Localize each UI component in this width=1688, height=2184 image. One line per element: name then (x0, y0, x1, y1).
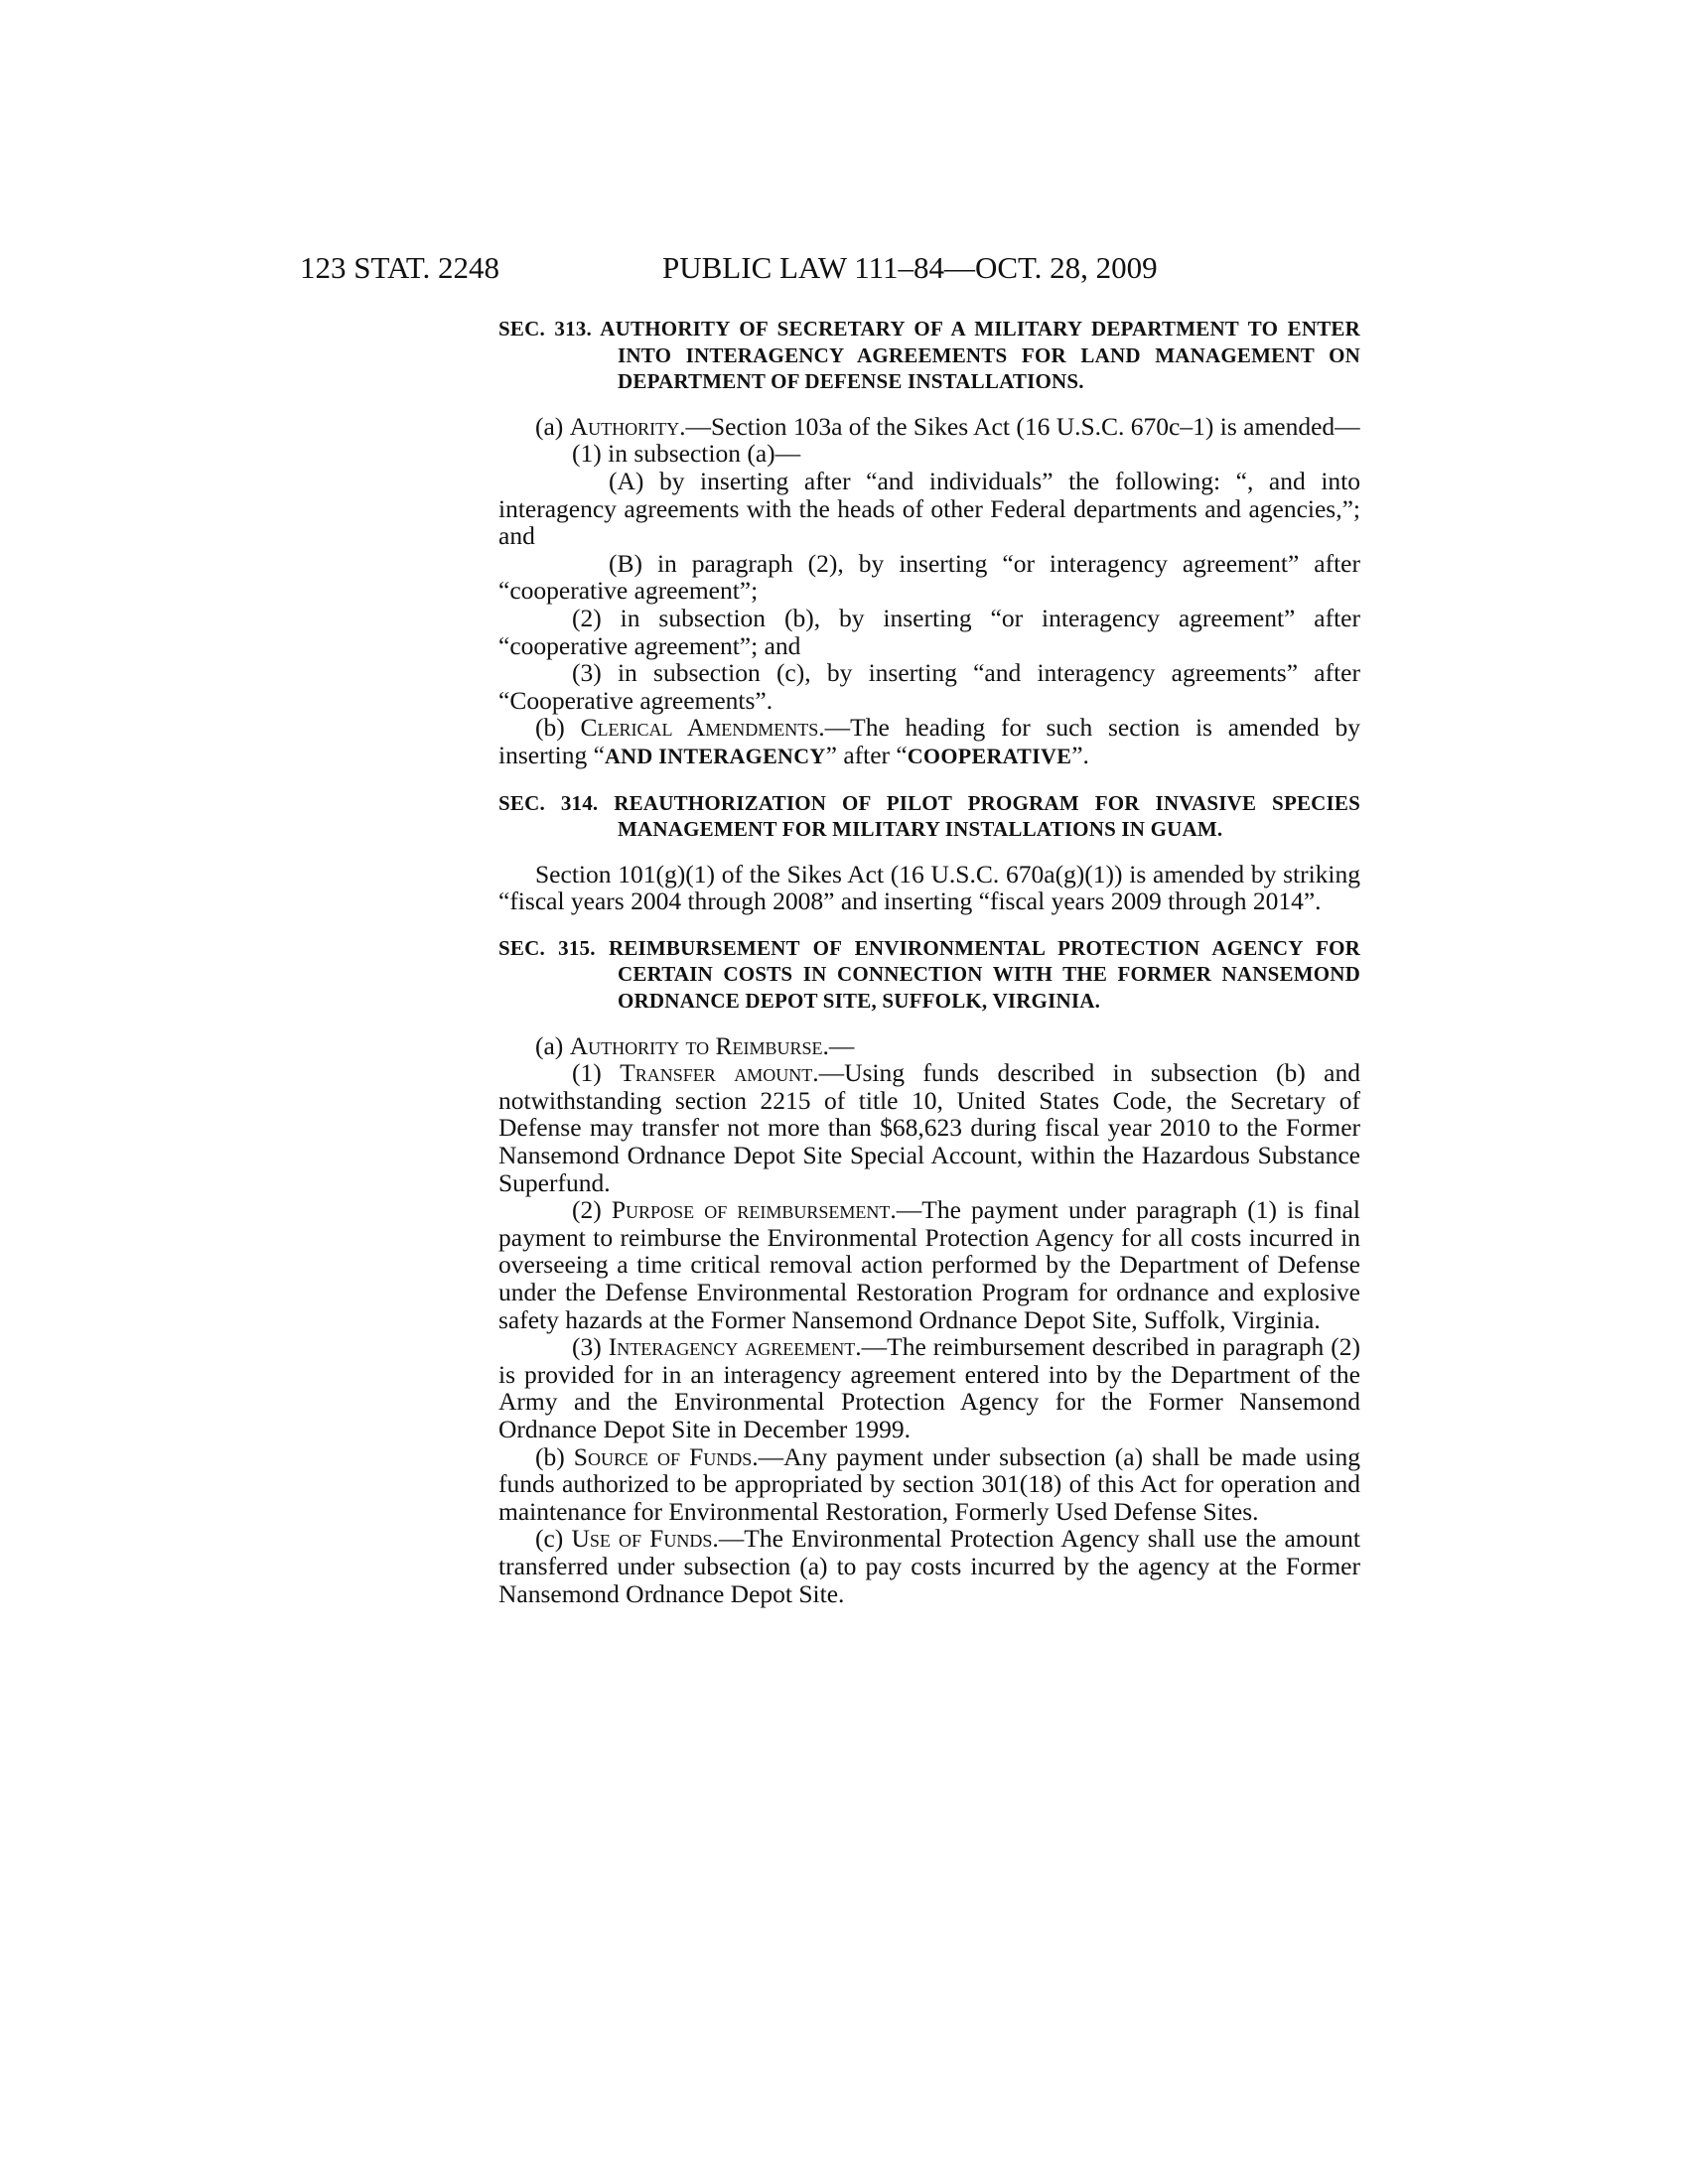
sec313-subparagraph-B: (B) in paragraph (2), by inserting “or interagency agreement” after “cooperative agreement”; (498, 548, 1360, 606)
sec315-paragraph-2: (2) Purpose of reimbursement.—The payment under paragraph (1) is final payment to reimburse the Environmental Protection Agency for all costs incurred in overseeing a time critical removal action performed by the Department of Defense under the Defense Environmental Restoration Program for ordnance and explosive safety hazards at the Former Nansemond Ordnance Depot Site, Suffolk, Virginia. (498, 1195, 1360, 1334)
sec315-paragraph-3: (3) Interagency agreement.—The reimbursement described in paragraph (2) is provided for in an interagency agreement entered into by the Department of the Army and the Environmental Protection Agency for the Former Nansemond Ordnance Depot Site in December 1999. (498, 1332, 1360, 1443)
sec315-subsection-b: (b) Source of Funds.—Any payment under subsection (a) shall be made using funds authorized to be appropriated by section 301(18) of this Act for operation and maintenance for Environmental Restoration, Formerly Used Defense Sites. (498, 1441, 1361, 1526)
sec315-subsection-a: (a) Authority to Reimburse.— (535, 1030, 855, 1060)
sec313-paragraph-1: (1) in subsection (a)— (572, 439, 801, 469)
paragraph-caption: Purpose of reimbursement (611, 1195, 891, 1225)
section-314-heading: SEC. 314. REAUTHORIZATION OF PILOT PROGRAM FOR INVASIVE SPECIES MANAGEMENT FOR MILITARY INSTALLATIONS IN GUAM. (498, 790, 1360, 842)
sec313-subparagraph-A: (A) by inserting after “and individuals” the following: “, and into interagency agreements with the heads of other Federal departments and agencies,”; and (498, 466, 1360, 551)
public-law-citation: PUBLIC LAW 111–84—OCT. 28, 2009 (662, 250, 1158, 285)
running-header (300, 248, 1293, 288)
statute-page-number: 123 STAT. 2248 (300, 250, 500, 285)
section-313-heading: SEC. 313. AUTHORITY OF SECRETARY OF A MILITARY DEPARTMENT TO ENTER INTO INTERAGENCY AGREEMENTS FOR LAND MANAGEMENT ON DEPARTMENT OF DEFENSE INSTALLATIONS. (498, 317, 1360, 394)
paragraph-caption: Transfer amount (620, 1058, 813, 1088)
sec315-paragraph-1: (1) Transfer amount.—Using funds described in subsection (b) and notwithstanding section 2215 of title 10, United States Code, the Secretary of Defense may transfer not more than $68,623 during fiscal year 2010 to the Former Nansemond Ordnance Depot Site Special Account, within the Hazardous Substance Superfund. (498, 1058, 1360, 1197)
subsection-caption: Authority to Reimburse (569, 1030, 823, 1060)
section-315-heading: SEC. 315. REIMBURSEMENT OF ENVIRONMENTAL PROTECTION AGENCY FOR CERTAIN COSTS IN CONNECTION WITH THE FORMER NANSEMOND ORDNANCE DEPOT SITE, SUFFOLK, VIRGINIA. (498, 935, 1360, 1014)
sec314-text: Section 101(g)(1) of the Sikes Act (16 U.S.C. 670a(g)(1)) is amended by striking “fiscal years 2004 through 2008” and inserting “fiscal years 2009 through 2014”. (498, 859, 1360, 916)
sec313-subsection-a: (a) Authority.—Section 103a of the Sikes Act (16 U.S.C. 670c–1) is amended— (535, 411, 1360, 441)
sec313-paragraph-3: (3) in subsection (c), by inserting “and interagency agreements” after “Cooperative agreements”. (498, 658, 1360, 715)
subsection-caption: Authority (569, 411, 680, 441)
subsection-caption: Use of Funds (571, 1524, 713, 1554)
sec313-subsection-b: (b) Clerical Amendments.—The heading for such section is amended by inserting “AND INTERAGENCY” after “COOPERATIVE”. (498, 713, 1360, 769)
subsection-caption: Clerical Amendments (580, 713, 819, 743)
sec313-paragraph-2: (2) in subsection (b), by inserting “or interagency agreement” after “cooperative agreement”; and (498, 603, 1360, 660)
paragraph-caption: Interagency agreement (608, 1332, 856, 1362)
page-body (498, 316, 1360, 1607)
subsection-caption: Source of Funds (573, 1441, 753, 1471)
sec315-subsection-c: (c) Use of Funds.—The Environmental Protection Agency shall use the amount transferred under subsection (a) to pay costs incurred by the agency at the Former Nansemond Ordnance Depot Site. (498, 1524, 1360, 1608)
